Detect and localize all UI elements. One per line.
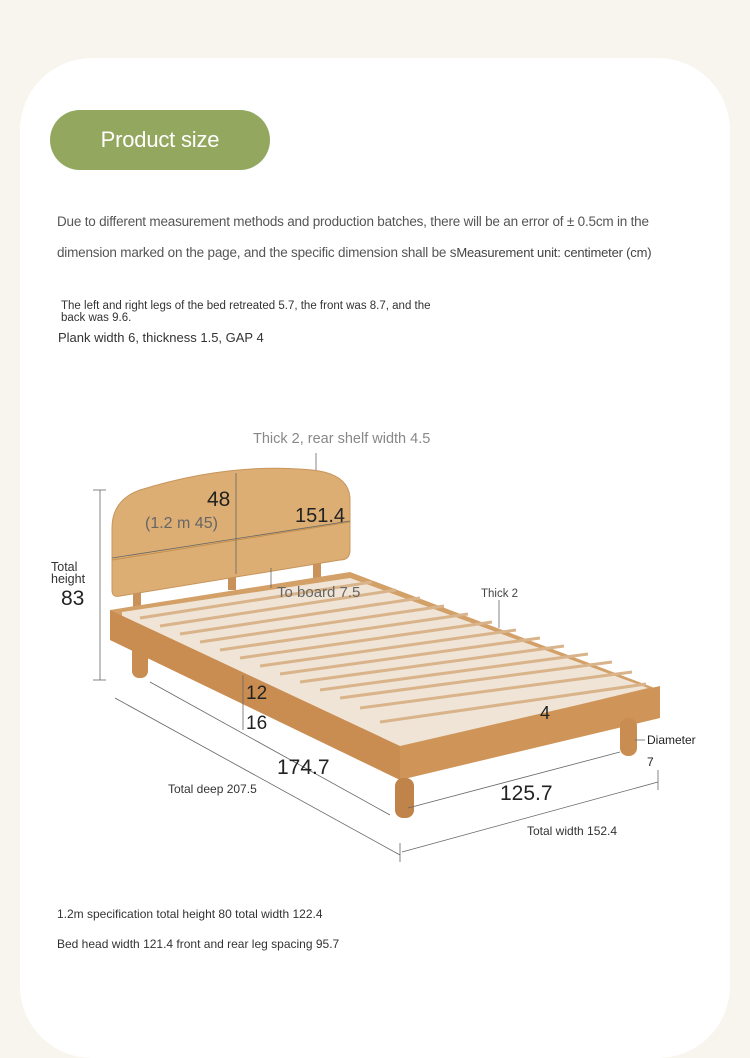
leg-clearance: 16	[246, 713, 268, 734]
spec-line-1: 1.2m specification total height 80 total width 122.4	[57, 907, 323, 921]
leg-diameter-label: Diameter	[647, 733, 696, 747]
total-height-label-1: Total	[51, 560, 78, 574]
legs-retreat-note: The left and right legs of the bed retreated 5.7, the front was 8.7, and the back was 9.6.	[61, 300, 431, 324]
rail-height: 12	[246, 683, 268, 704]
inner-width: 125.7	[500, 782, 553, 805]
frame-thick-note: Thick 2	[481, 588, 519, 600]
headboard-height-alt: (1.2 m 45)	[145, 515, 218, 532]
inner-length: 174.7	[277, 756, 330, 779]
section-title: Product size	[100, 127, 220, 152]
spec-line-2: Bed head width 121.4 front and rear leg spacing 95.7	[57, 937, 340, 951]
total-height-label-2: height	[51, 572, 86, 586]
headboard-note: Thick 2, rear shelf width 4.5	[253, 431, 431, 447]
measurement-unit: Measurement unit: centimeter (cm)	[456, 245, 652, 260]
total-width: Total width 152.4	[527, 824, 618, 838]
total-deep: Total deep 207.5	[168, 782, 257, 796]
leg-diameter-value: 7	[647, 755, 654, 769]
total-height-value: 83	[61, 587, 85, 610]
to-board-note: To board 7.5	[277, 584, 361, 601]
headboard-width: 151.4	[295, 505, 346, 527]
headboard-height: 48	[207, 488, 231, 511]
slat-gap: 4	[540, 703, 551, 723]
disclaimer-line-1: Due to different measurement methods and production batches, there will be an error of ± 0.5cm in the	[57, 214, 649, 229]
disclaimer-text: dimension marked on the page, and the specific dimension shall be s	[57, 245, 457, 260]
plank-spec: Plank width 6, thickness 1.5, GAP 4	[58, 330, 264, 345]
